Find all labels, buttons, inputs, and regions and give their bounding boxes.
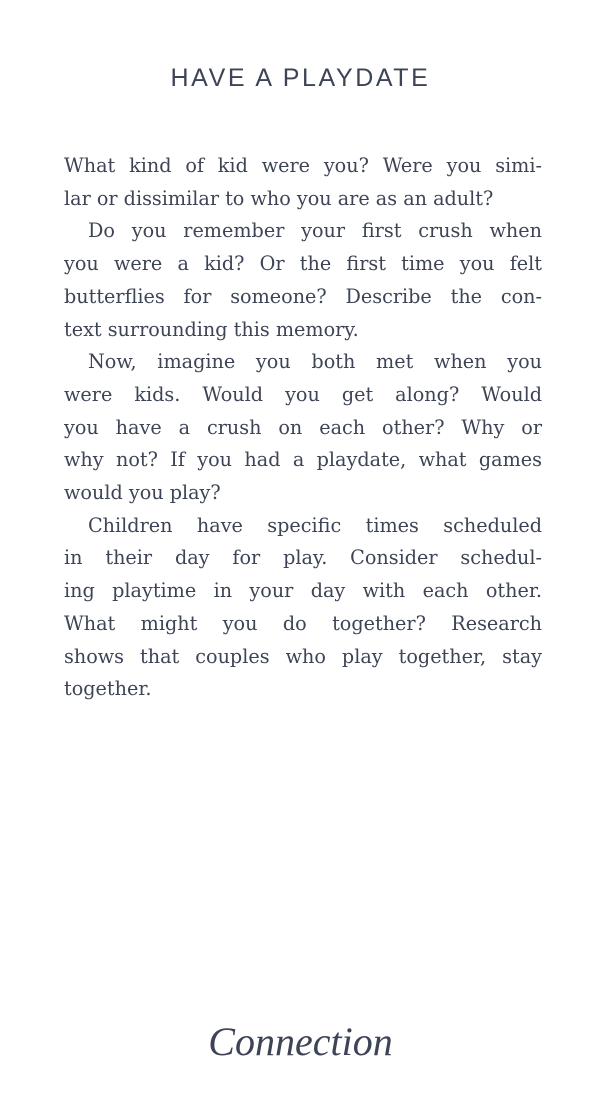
body-line: you have a crush on each other? Why or: [64, 415, 542, 439]
body-line: What kind of kid were you? Were you simi-: [64, 154, 542, 177]
body-line: ing playtime in your day with each other.: [64, 579, 542, 603]
body-line: What might you do together? Research: [64, 611, 542, 635]
body-line: were kids. Would you get along? Would: [64, 382, 542, 406]
body-line: you were a kid? Or the first time you felt: [64, 252, 542, 276]
page-title: HAVE A PLAYDATE: [170, 64, 431, 92]
body-line: why not? If you had a playdate, what games: [64, 448, 542, 472]
body-line: butterflies for someone? Describe the con-: [64, 284, 542, 308]
body-line: lar or dissimilar to who you are as an adult?: [64, 186, 494, 210]
body-line: text surrounding this memory.: [64, 317, 359, 341]
body-line: would you play?: [64, 481, 221, 505]
body-line: in their day for play. Consider schedul-: [64, 546, 542, 570]
body-line: together.: [64, 677, 152, 701]
body-line: Children have specific times scheduled: [88, 513, 542, 537]
body-text: [64, 150, 542, 706]
body-line: shows that couples who play together, stay: [64, 644, 542, 668]
body-line: Do you remember your first crush when: [88, 219, 542, 243]
section-footer: Connection: [208, 1019, 393, 1064]
body-line: Now, imagine you both met when you: [88, 350, 542, 374]
